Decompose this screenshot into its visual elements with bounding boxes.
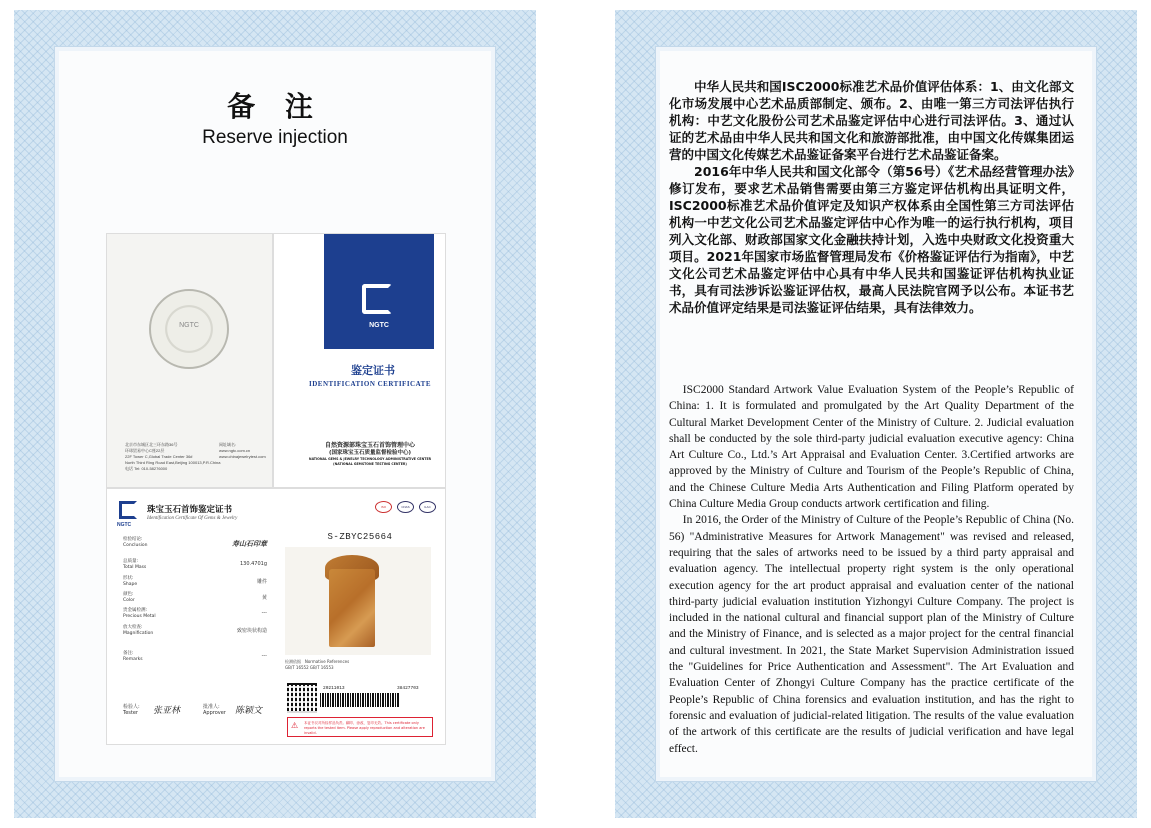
en-paragraph: ISC2000 Standard Artwork Value Evaluation System of the People’s Republic of China: 1. It is formulated and promulgated by the Art Quality Department of the Cultural Market Development Center of the Ministry of Culture. 2. Judicial evaluation shall be conducted by the sole third-party judicial evaluation executive agency: China Art Culture Co., Ltd.’s Art Appraisal and Evaluation Center. 3.Certified artworks are approved by the Ministry of Culture and Tourism of the People’s Republic of China, and the Chinese Culture Media Arts Authentication and Filing Platform operated by China Culture Media Group conducts artwork certification and filing. [669, 384, 1074, 511]
sheet-title: 珠宝玉石首饰鉴定证书 [147, 505, 233, 515]
chinese-text-block [669, 78, 1074, 316]
field-value-remarks: --- [261, 653, 267, 659]
field-label: 总质量: Total Mass [123, 559, 147, 570]
approver-label: 批准人: Approver [203, 704, 226, 716]
field-value-conclusion: 寿山石印章 [232, 540, 267, 548]
address-line: 22F Tower C,Global Trade Center 36# [125, 454, 193, 459]
page-title-cn: 备 注 [227, 90, 323, 123]
badge-icon: CNAS [397, 501, 414, 513]
ngtc-emblem-icon [149, 289, 229, 369]
date-number: 20211013 [323, 686, 345, 691]
english-text-block [669, 382, 1074, 757]
address-line: North Third Ring Road East,Beijing 100013,P.R.China [125, 460, 221, 465]
seal-photo [285, 547, 431, 655]
booklet-back-cover [106, 233, 273, 488]
cover-logo-text: NGTC [369, 322, 389, 329]
website-line: www.ngtc.com.cn [219, 448, 251, 453]
field-value-magnification: 致密块状构造 [236, 628, 267, 634]
barcode-icon [320, 693, 400, 707]
ngtc-logo-icon [362, 284, 392, 314]
approver-signature: 陈颖文 [235, 706, 263, 716]
field-label: 放大检查: Magnification [123, 625, 154, 636]
field-value-mass: 130.4701g [239, 561, 267, 567]
emblem-text: NGTC [179, 322, 199, 329]
field-value-shape: 雕件 [256, 579, 267, 585]
field-label: 形状: Shape [123, 576, 138, 587]
center-name-en: NATIONAL GEMS & JEWELRY TECHNOLOGY ADMINISTRATIVE CENTER [308, 457, 432, 461]
field-value-metal: --- [261, 610, 267, 616]
booklet-front-cover [273, 233, 446, 488]
badge-icon: ILAC [419, 501, 436, 513]
cover-title-en: IDENTIFICATION CERTIFICATE [309, 380, 431, 388]
center-name-cn2: (国家珠宝玉石质量监督检验中心) [328, 450, 412, 456]
address-block [125, 442, 220, 472]
tester-label: 检验人: Tester [123, 704, 140, 716]
badge-icon: ISO [375, 501, 392, 513]
en-paragraph: In 2016, the Order of the Ministry of Culture of the People’s Republic of China (No. 56) "Administrative Measures for Artwork Management" was revised and released, requiring that the sales of artworks need to be issued by a third party appraisal and evaluation agency. The intellectual property right system is the only operational execution agency for the art product appraisal and evaluation center of the national third-party judicial evaluation institution Yizhongyi Culture Company. The project is included in the national cultural and financial support plan of the Ministry of Culture and the Ministry of Finance, and is selected as a major project for the central financial and cultural investment. In 2021, the State Market Supervision Administration issued the "Guidelines for Price Authentication and Assessment". The Art Evaluation and Evaluation Center of Zhongyi Culture Company has the practice certificate of the People’s Republic of China forensics and evaluation institution, and has the right to forensic and evaluation of judicial-related litigation. The results of the value evaluation of the artwork of this certificate are the results of judicial verification and have legal effect. [669, 514, 1074, 755]
field-value-color: 黄 [261, 595, 267, 601]
address-line: 电话 Tel: 010-58276000 [125, 466, 168, 471]
address-line: 环球贸易中心C座22层 [125, 448, 165, 453]
cn-paragraph: 中华人民共和国ISC2000标准艺术品价值评估体系：1、由文化部文化市场发展中心艺术品质部制定、颁布。2、由唯一第三方司法评估执行机构：中艺文化股份公司艺术品鉴定评估中心进行司法评估。3、通过认证的艺术品由中华人民共和国文化和旅游部批准，由中国文化传媒集团运营的中国文化传媒艺术品鉴证备案平台进行艺术品鉴证备案。 [669, 79, 1074, 162]
reference-block: 检测依据 Normative References GB/T 16552 GB/T 16553 [285, 659, 350, 670]
website-line: www.chinajewelrytest.com [219, 454, 266, 459]
warning-note: ⚠ 本证书仅对所检样品负责。翻印、涂改、复印无效。This certificate only reports the tested item. Please apply reproduction and alteration are invalid. [287, 717, 433, 737]
warning-icon: ⚠ [291, 721, 299, 730]
sheet-logo-text: NGTC [117, 522, 132, 528]
certificate-serial: S-ZBYC25664 [327, 532, 393, 542]
certification-badges [375, 501, 445, 513]
cn-paragraph: 2016年中华人民共和国文化部令（第56号）《艺术品经营管理办法》修订发布，要求艺术品销售需要由第三方鉴定评估机构出具证明文件，ISC2000标准艺术品价值评定及知识产权体系由全国性第三方司法评估机构一中艺文化公司艺术品鉴定评估中心作为唯一的运行执行机构，项目列入文化部、财政部国家文化金融扶持计划，入选中央财政文化投资重大项目。2021年国家市场监督管理局发布《价格鉴证评估行为指南》，中艺文化公司艺术品鉴定评估中心具有中华人民共和国鉴证评估机构执业证书，具有司法涉诉讼鉴证评估权，最高人民法院官网予以公布。本证书艺术品价值评定结果是司法鉴证评估结果，具有法律效力。 [669, 164, 1074, 315]
cover-title-cn: 鉴定证书 [351, 364, 395, 377]
sheet-logo-icon [119, 501, 137, 519]
website-block [219, 442, 266, 460]
certificate-photo [106, 233, 446, 745]
field-label: 贵金属检测: Precious Metal [123, 608, 156, 619]
page-title-en: Reserve injection [202, 127, 348, 148]
qr-code-icon [287, 683, 317, 713]
field-label: 备注: Remarks [123, 651, 143, 662]
sheet-subtitle: Identification Certificate Of Gems & Jewelry [147, 516, 238, 521]
website-line: 网址域名: [219, 442, 237, 447]
barcode-number: 38427703 [397, 686, 419, 691]
center-name-cn: 自然资源部珠宝玉石首饰管理中心 [324, 442, 415, 449]
address-line: 北京市东城区北三环东路36号 [125, 442, 178, 447]
center-name-en2: (NATIONAL GEMSTONE TESTING CENTER) [333, 462, 407, 466]
field-label: 颜色: Color [123, 592, 135, 603]
identification-sheet [106, 488, 446, 745]
field-label: 检验结论: Conclusion [123, 537, 148, 548]
tester-signature: 张亚林 [153, 706, 181, 716]
seal-body [329, 569, 375, 647]
